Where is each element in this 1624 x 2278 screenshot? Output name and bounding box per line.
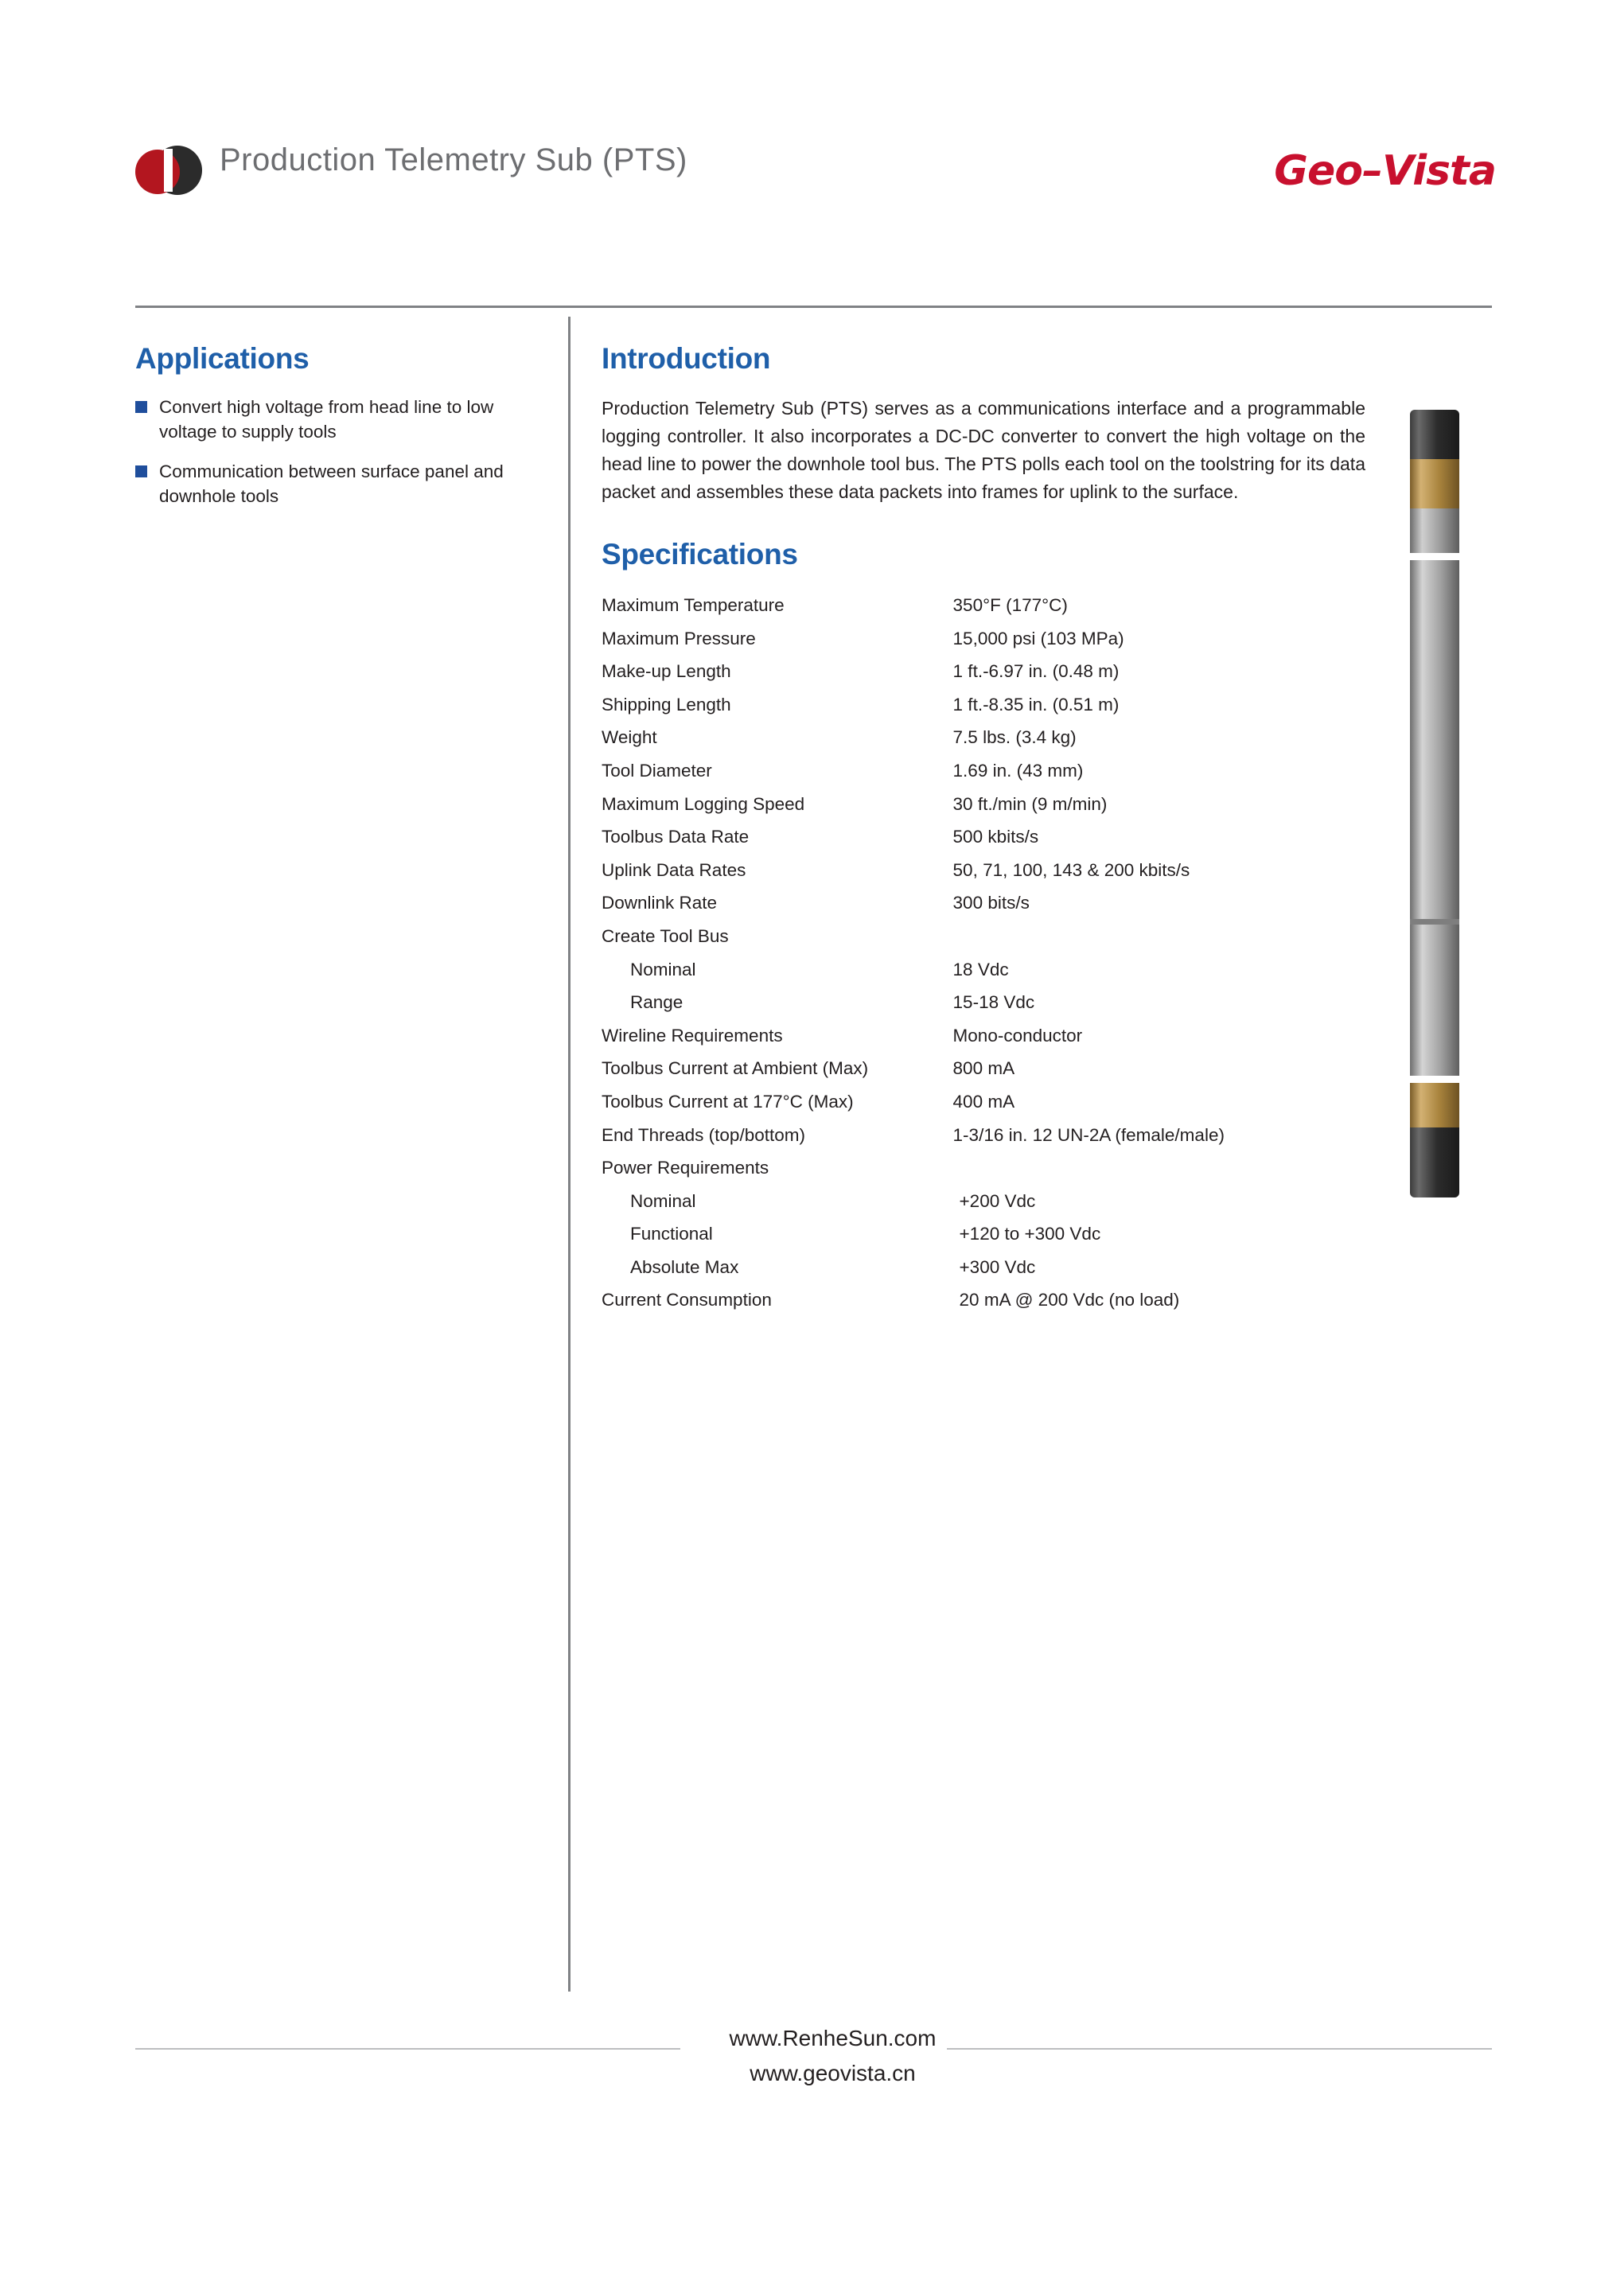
tool-brass-collar-top: [1410, 459, 1459, 508]
spec-value: 1 ft.-6.97 in. (0.48 m): [952, 661, 1120, 682]
spec-label: Wireline Requirements: [602, 1025, 783, 1046]
tool-bottom-cap: [1410, 1127, 1459, 1197]
spec-value: 15-18 Vdc: [952, 992, 1035, 1013]
application-text: Convert high voltage from head line to low voltage to supply tools: [159, 397, 494, 442]
spec-value: 7.5 lbs. (3.4 kg): [952, 727, 1077, 748]
table-row: [602, 794, 1365, 827]
spec-label: Toolbus Current at Ambient (Max): [602, 1058, 869, 1079]
spec-label: Toolbus Data Rate: [602, 827, 750, 847]
tool-joint-gap-upper: [1410, 553, 1459, 560]
footer-url-renhesun[interactable]: www.RenheSun.com: [729, 2026, 937, 2050]
specifications-table: [602, 595, 1365, 1323]
spec-label: Uplink Data Rates: [602, 859, 746, 880]
introduction-body: Production Telemetry Sub (PTS) serves as a communications interface and a programmable logging controller. It also incorporates a DC-DC converter to convert the high voltage on the head line to power the downhole tool bus. The PTS polls each tool on the toolstring for its data packet and assembles these data packets into frames for uplink to the surface.: [602, 398, 1365, 502]
spec-label: Tool Diameter: [602, 760, 712, 781]
column-divider: [568, 317, 571, 1992]
introduction-heading: Introduction: [602, 342, 771, 375]
specifications-heading: Specifications: [602, 538, 798, 570]
page-title: Production Telemetry Sub (PTS): [220, 142, 687, 177]
spec-value: 800 mA: [952, 1058, 1015, 1079]
spec-value: 30 ft./min (9 m/min): [952, 793, 1108, 814]
main-content: [602, 342, 1365, 1323]
applications-section: [135, 342, 533, 524]
tool-joint-gap-lower: [1410, 1076, 1459, 1083]
table-row: [602, 926, 1365, 960]
spec-label: Toolbus Current at 177°C (Max): [602, 1091, 854, 1112]
table-row: [602, 992, 1365, 1026]
table-row: [602, 827, 1365, 860]
table-row: [602, 629, 1365, 662]
tool-body-upper: [1410, 508, 1459, 553]
spec-label: Current Consumption: [602, 1290, 772, 1310]
spec-label: Power Requirements: [602, 1158, 769, 1178]
spec-value: [953, 926, 1365, 960]
spec-label: Maximum Pressure: [602, 628, 756, 648]
table-row: [602, 1290, 1365, 1323]
spec-value: +300 Vdc: [959, 1256, 1036, 1277]
spec-value: +200 Vdc: [959, 1190, 1036, 1211]
spec-value: +120 to +300 Vdc: [959, 1224, 1101, 1244]
spec-label: Weight: [602, 727, 657, 748]
header-divider: [135, 306, 1492, 308]
table-row: [602, 695, 1365, 728]
spec-value: 50, 71, 100, 143 & 200 kbits/s: [952, 859, 1190, 880]
application-text: Communication between surface panel and downhole tools: [159, 461, 504, 506]
table-row: [602, 893, 1365, 926]
spec-label: Nominal: [630, 1190, 696, 1211]
spec-label: Range: [630, 992, 683, 1013]
spec-value: 300 bits/s: [952, 893, 1030, 913]
spec-value: 400 mA: [952, 1091, 1015, 1112]
table-row: [602, 960, 1365, 993]
table-row: [602, 661, 1365, 695]
bullet-square-icon: [135, 465, 147, 477]
spec-label: Shipping Length: [602, 694, 731, 715]
spec-value: 15,000 psi (103 MPa): [952, 628, 1124, 648]
spec-value: 20 mA @ 200 Vdc (no load): [959, 1290, 1180, 1310]
spec-label: Absolute Max: [630, 1256, 739, 1277]
footer-urls: [135, 2021, 1492, 2091]
spec-value: [953, 1158, 1365, 1191]
footer-url-geovista[interactable]: www.geovista.cn: [750, 2061, 916, 2085]
spec-label: Nominal: [630, 959, 696, 979]
table-row: [602, 1026, 1365, 1059]
tool-top-cap: [1410, 410, 1459, 459]
spec-label: Maximum Temperature: [602, 595, 785, 615]
list-item: [135, 459, 533, 508]
table-row: [602, 1257, 1365, 1291]
table-row: [602, 1125, 1365, 1158]
spec-value: 1.69 in. (43 mm): [952, 760, 1084, 781]
table-row: [602, 1224, 1365, 1257]
table-row: [602, 860, 1365, 894]
spec-label: Make-up Length: [602, 661, 731, 682]
spec-label: Maximum Logging Speed: [602, 793, 805, 814]
geovista-logo-icon: [135, 146, 202, 212]
spec-value: 500 kbits/s: [952, 827, 1039, 847]
table-row: [602, 1058, 1365, 1092]
spec-label: End Threads (top/bottom): [602, 1124, 805, 1145]
spec-value: Mono-conductor: [952, 1025, 1083, 1046]
bullet-square-icon: [135, 401, 147, 413]
brand-wordmark: Geo–Vista: [1274, 147, 1496, 195]
list-item: [135, 395, 533, 444]
table-row: [602, 1092, 1365, 1125]
table-row: [602, 1158, 1365, 1191]
table-row: [602, 727, 1365, 761]
tool-brass-collar-bottom: [1410, 1083, 1459, 1127]
production-telemetry-sub-photo: [1410, 410, 1459, 1197]
table-row: [602, 595, 1365, 629]
spec-label: Downlink Rate: [602, 893, 718, 913]
spec-label: Create Tool Bus: [602, 925, 729, 946]
tool-ring: [1410, 919, 1459, 925]
page-footer: [135, 2021, 1492, 2116]
page-header: [135, 139, 1496, 227]
applications-heading: Applications: [135, 342, 310, 375]
spec-value: 1 ft.-8.35 in. (0.51 m): [952, 694, 1120, 715]
table-row: [602, 761, 1365, 794]
spec-label: Functional: [630, 1224, 713, 1244]
tool-body-main: [1410, 560, 1459, 1076]
spec-value: 18 Vdc: [952, 959, 1009, 979]
spec-value: 350°F (177°C): [952, 595, 1068, 615]
spec-value: 1-3/16 in. 12 UN-2A (female/male): [952, 1124, 1225, 1145]
table-row: [602, 1191, 1365, 1225]
